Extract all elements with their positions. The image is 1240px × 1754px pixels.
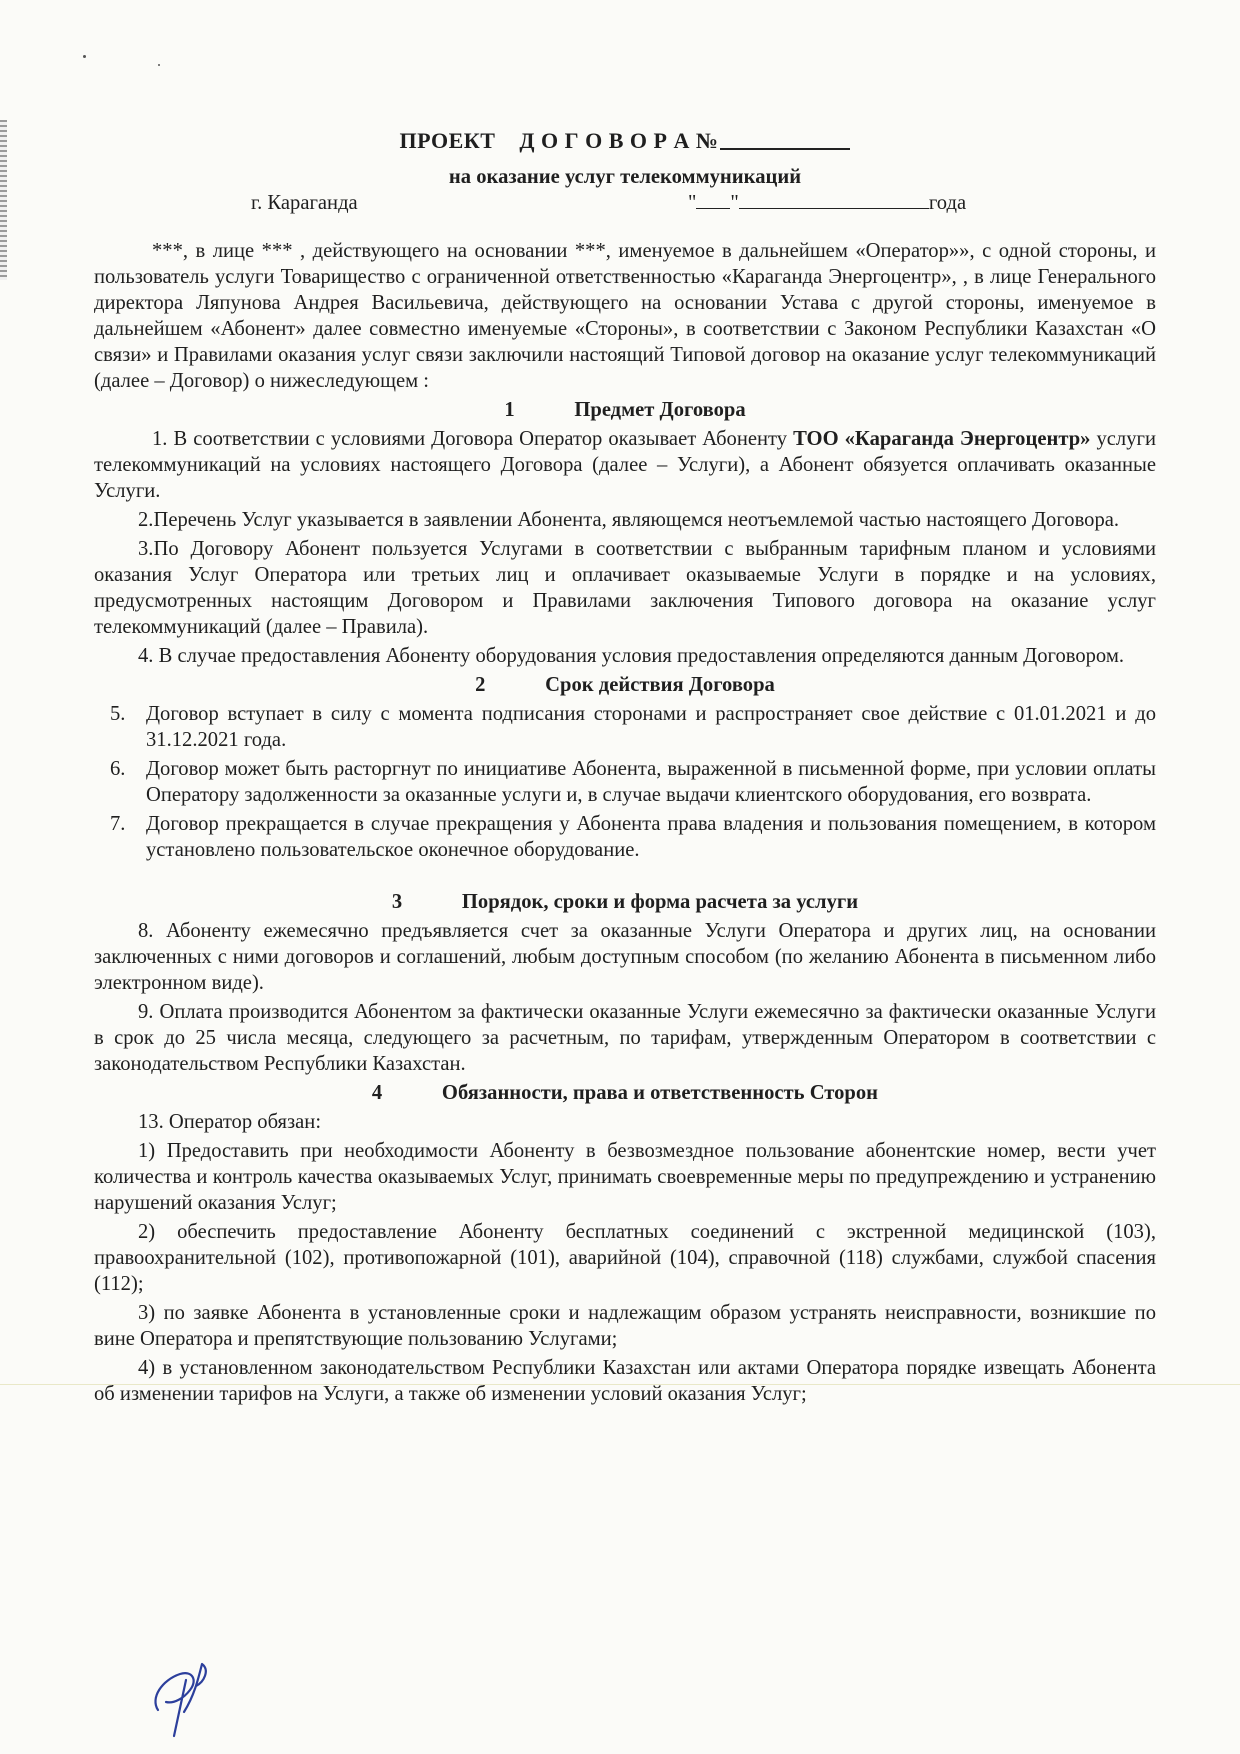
clause-text: услуги телекоммуникаций на условиях настоящего Договора (далее – Услуги), а Абонент обязуется оплачивать оказанные Услуги. (94, 428, 1156, 502)
section-number: 4 (371, 1082, 383, 1104)
title-main: Д О Г О В О Р А № (519, 128, 719, 153)
obligation-2: 2) обеспечить предоставление Абоненту бесплатных соединений с экстренной медицинской (103), правоохранительной (102), противопожарной (101), аварийной (104), справочной (118) службами, службой спасения (112); (94, 1221, 1156, 1295)
section-2-heading (94, 672, 1156, 698)
section-title: Срок действия Договора (545, 674, 775, 696)
section-4-heading (94, 1080, 1156, 1106)
section-title: Порядок, сроки и форма расчета за услуги (461, 891, 859, 913)
clause-text: 1. В соответствии с условиями Договора Оператор оказывает Абоненту (152, 428, 794, 450)
scan-speck (158, 64, 160, 66)
clause-13: 13. Оператор обязан: (138, 1111, 322, 1133)
section-number: 3 (391, 891, 403, 913)
document-title (94, 128, 1156, 154)
clause-text: Договор вступает в силу с момента подписания сторонами и распространяет свое действие с 01.01.2021 и до 31.12.2021 года. (146, 703, 1156, 751)
scan-speck (83, 55, 86, 58)
clause-4: 4. В случае предоставления Абоненту оборудования условия предоставления определяются данным Договором. (138, 645, 1125, 667)
spacer (94, 866, 1156, 886)
clause-number: 7. (110, 813, 126, 835)
obligation-1: 1) Предоставить при необходимости Абоненту в безвозмездное пользование абонентские номер, вести учет количества и контроль качества оказываемых Услуг, принимать своевременные меры по предупреждению и устранению нарушений оказания Услуг; (94, 1140, 1156, 1214)
scan-edge-artifact (0, 120, 7, 280)
clause-number: 6. (110, 758, 126, 780)
clause-1 (94, 426, 1156, 504)
section-title: Обязанности, права и ответственность Сторон (441, 1082, 879, 1104)
month-blank (739, 190, 929, 209)
section-number: 2 (475, 674, 486, 696)
title-prefix: ПРОЕКТ (399, 128, 496, 153)
clause-number: 5. (110, 703, 126, 725)
clause-5 (94, 701, 1156, 753)
abonent-name: ТОО «Караганда Энергоцентр» (793, 428, 1091, 450)
date-line (688, 190, 966, 216)
date-quote-open: " (688, 192, 697, 214)
section-1-heading (94, 397, 1156, 423)
clause-8: 8. Абоненту ежемесячно предъявляется счет за оказанные Услуги Оператора и других лиц, на основании заключенных с ними договоров и соглашений, любым доступным способом (по желанию Абонента в письменном либо электронном виде). (94, 920, 1156, 994)
day-blank (696, 190, 730, 209)
clause-7 (94, 811, 1156, 863)
document-subtitle: на оказание услуг телекоммуникаций (448, 166, 802, 188)
section-number: 1 (504, 399, 515, 421)
handwritten-signature (140, 1640, 240, 1740)
section-2-list (94, 701, 1156, 863)
city: г. Караганда (251, 192, 358, 214)
section-title: Предмет Договора (574, 399, 746, 421)
obligation-3: 3) по заявке Абонента в установленные сроки и надлежащим образом устранять неисправности, возникшие по вине Оператора и препятствующие пользованию Услугами; (94, 1302, 1156, 1350)
clause-text: Договор прекращается в случае прекращения у Абонента права владения и пользования помещением, в котором установлено пользовательское оконечное оборудование. (146, 813, 1156, 861)
date-suffix: года (928, 192, 967, 214)
scan-fold-line (0, 1384, 1240, 1385)
intro-paragraph: ***, в лице *** , действующего на основании ***, именуемое в дальнейшем «Оператор»», с одной стороны, и пользователь услуги Товарищество с ограниченной ответственностью «Караганда Энергоцентр», , в лице Генерального директора Ляпунова Андрея Васильевича, действующего на основании Устава с другой стороны, именуемое в дальнейшем «Абонент» далее совместно именуемые «Стороны», в соответствии с Законом Республики Казахстан «О связи» и Правилами оказания услуг связи заключили настоящий Типовой договор на оказание услуг телекоммуникаций (далее – Договор) о нижеследующем : (94, 240, 1156, 392)
contract-body (94, 238, 1156, 1410)
clause-2: 2.Перечень Услуг указывается в заявлении Абонента, являющемся неотъемлемой частью настоящего Договора. (138, 509, 1120, 531)
clause-9: 9. Оплата производится Абонентом за фактически оказанные Услуги ежемесячно за фактически оказанные Услуги в срок до 25 числа месяца, следующего за расчетным, по тарифам, утвержденным Оператором в соответствии с законодательством Республики Казахстан. (94, 1001, 1156, 1075)
clause-3: 3.По Договору Абонент пользуется Услугами в соответствии с выбранным тарифным планом и условиями оказания Услуг Оператора или третьих лиц и оплачивает оказываемые Услуги в порядке и на условиях, предусмотренных настоящим Договором и Правилами заключения Типового договора на оказание услуг телекоммуникаций (далее – Правила). (94, 538, 1156, 638)
section-3-heading (94, 889, 1156, 915)
obligation-4: 4) в установленном законодательством Республики Казахстан или актами Оператора порядке извещать Абонента об изменении тарифов на Услуги, а также об изменении условий оказания Услуг; (94, 1357, 1156, 1405)
clause-6 (94, 756, 1156, 808)
contract-number-blank (720, 128, 850, 150)
date-quote-close: " (730, 192, 739, 214)
clause-text: Договор может быть расторгнут по инициативе Абонента, выраженной в письменной форме, при условии оплаты Оператору задолженности за оказанные услуги и, в случае выдачи клиентского оборудования, его возврата. (146, 758, 1156, 806)
